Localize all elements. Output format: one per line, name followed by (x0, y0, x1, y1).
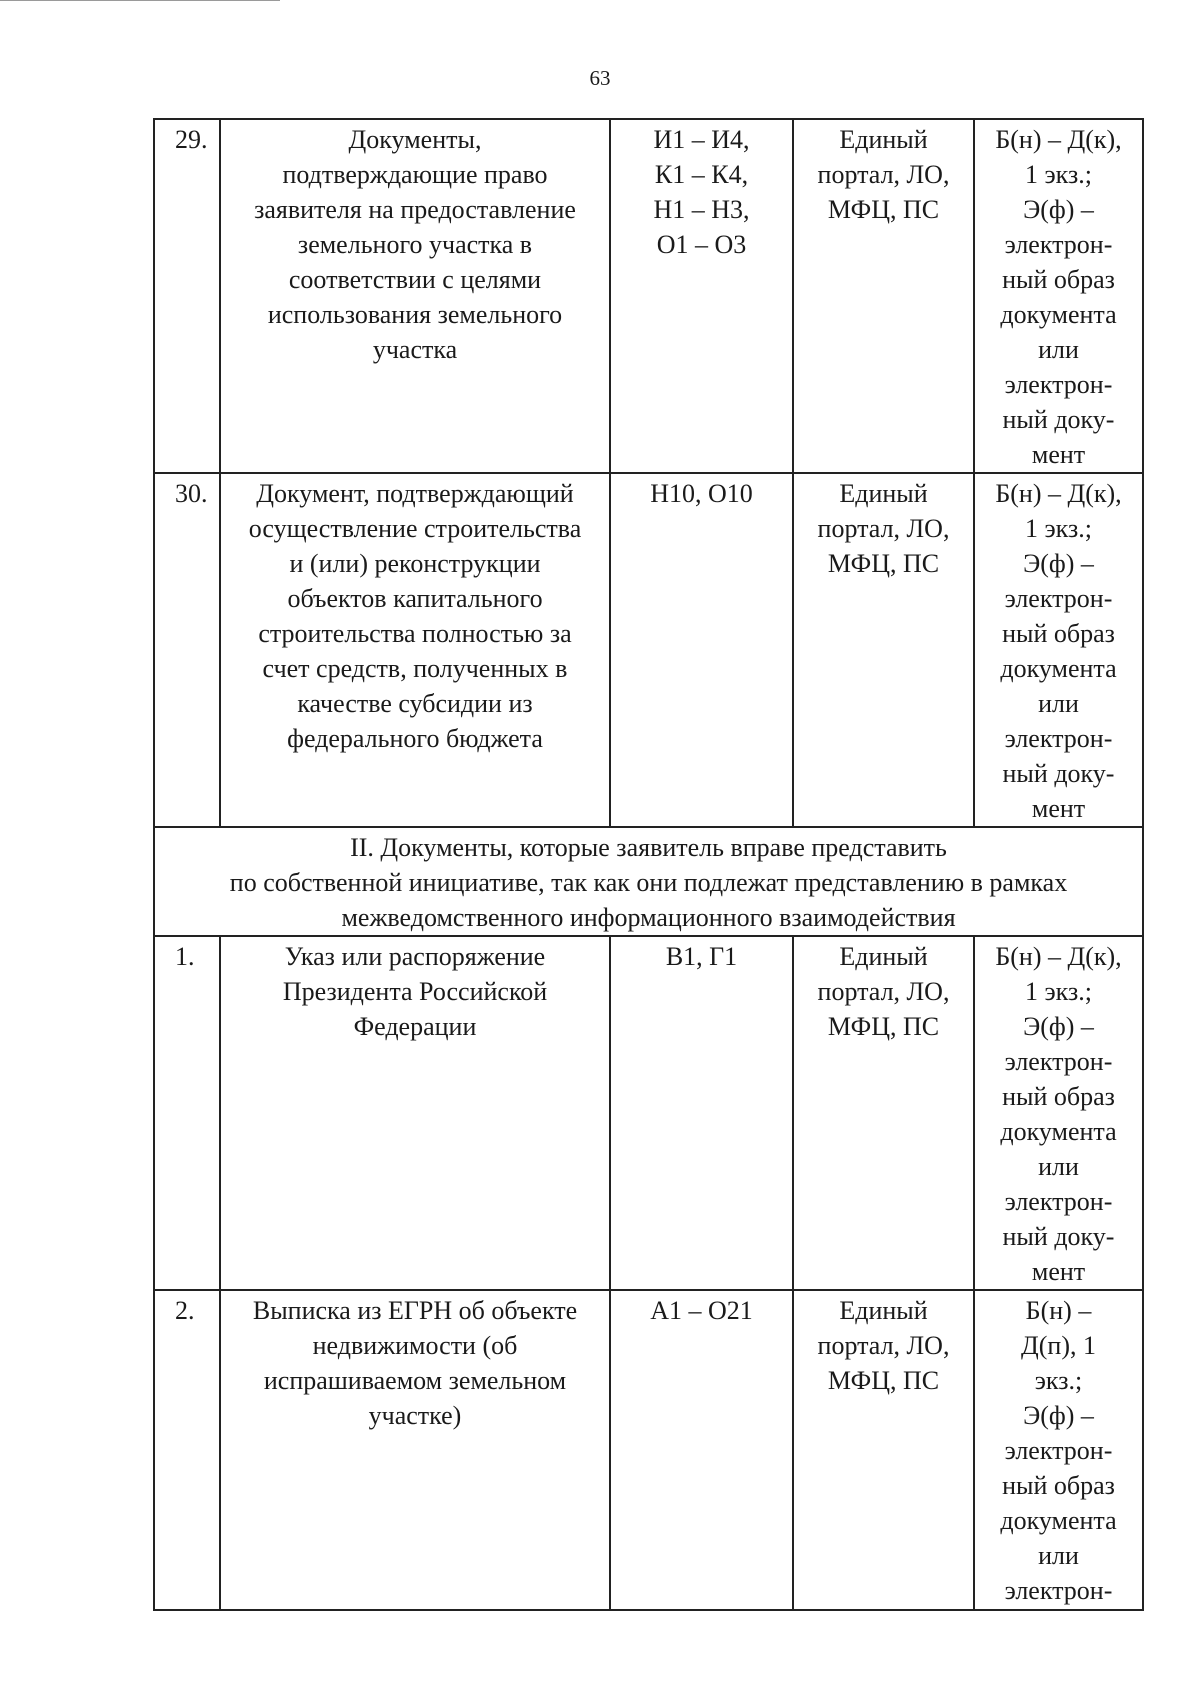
cell-text-line: 1 экз.; (1025, 514, 1092, 543)
cell-text-line: межведомственного информационного взаимодействия (341, 903, 956, 932)
cell-text-line: 1 экз.; (1025, 160, 1092, 189)
cell-text-line: портал, ЛО, (817, 514, 950, 543)
document-format-cell (974, 1290, 1143, 1610)
cell-text-line: МФЦ, ПС (827, 1366, 940, 1395)
cell-text-line: ный образ (1002, 1471, 1115, 1500)
table-row (154, 119, 1143, 473)
cell-text-line: Н10, О10 (650, 479, 753, 508)
cell-text-line: ный образ (1002, 619, 1115, 648)
cell-text-line: документа (1000, 654, 1117, 683)
row-number: 2. (154, 1290, 220, 1610)
submission-channel-cell (793, 473, 974, 827)
submission-channel-cell (793, 119, 974, 473)
cell-text-line: 1 экз.; (1025, 977, 1092, 1006)
cell-text-line: экз.; (1034, 1366, 1083, 1395)
cell-text-line: по собственной инициативе, так как они подлежат представлению в рамках (229, 868, 1068, 897)
cell-text-line: ный образ (1002, 1082, 1115, 1111)
cell-text-line: электрон- (1004, 370, 1113, 399)
cell-text-line: или (1038, 335, 1079, 364)
cell-text-line: и (или) реконструкции (289, 549, 541, 578)
cell-text-line: Б(н) – Д(к), (995, 125, 1122, 154)
cell-text-line: МФЦ, ПС (827, 1012, 940, 1041)
cell-text-line: МФЦ, ПС (827, 195, 940, 224)
cell-text-line: Единый (839, 942, 928, 971)
cell-text-line: Б(н) – (1025, 1296, 1092, 1325)
cell-text-line: участке) (368, 1401, 462, 1430)
cell-text-line: мент (1031, 1257, 1086, 1286)
document-name-cell (220, 1290, 610, 1610)
cell-text-line: испрашиваемом земельном (263, 1366, 567, 1395)
row-number: 30. (154, 473, 220, 827)
cell-text-line: Н1 – Н3, (653, 195, 750, 224)
cell-text-line: мент (1031, 440, 1086, 469)
cell-text-line: или (1038, 1541, 1079, 1570)
cell-text-line: Указ или распоряжение (284, 942, 546, 971)
cell-text-line: документа (1000, 1117, 1117, 1146)
cell-text-line: электрон- (1004, 1047, 1113, 1076)
cell-text-line: Э(ф) – (1023, 549, 1094, 578)
cell-text-line: Единый (839, 1296, 928, 1325)
cell-text-line: земельного участка в (297, 230, 533, 259)
submission-channel-cell (793, 936, 974, 1290)
cell-text-line: II. Документы, которые заявитель вправе представить (350, 833, 947, 862)
cell-text-line: О1 – О3 (656, 230, 747, 259)
cell-text-line: Э(ф) – (1023, 1401, 1094, 1430)
document-name-cell (220, 473, 610, 827)
cell-text-line: счет средств, полученных в (262, 654, 568, 683)
page-number: 63 (589, 66, 611, 90)
cell-text-line: ный доку- (1002, 759, 1115, 788)
cell-text-line: использования земельного (267, 300, 563, 329)
applicant-codes-cell (610, 473, 793, 827)
section-header-row (154, 827, 1143, 936)
cell-text-line: Федерации (353, 1012, 477, 1041)
applicant-codes-cell (610, 936, 793, 1290)
cell-text-line: качестве субсидии из (297, 689, 533, 718)
cell-text-line: объектов капитального (287, 584, 543, 613)
cell-text-line: соответствии с целями (288, 265, 542, 294)
cell-text-line: документа (1000, 300, 1117, 329)
cell-text-line: Д(п), 1 (1021, 1331, 1096, 1360)
cell-text-line: ный доку- (1002, 405, 1115, 434)
cell-text-line: мент (1031, 794, 1086, 823)
cell-text-line: недвижимости (об (312, 1331, 518, 1360)
cell-text-line: документа (1000, 1506, 1117, 1535)
cell-text-line: В1, Г1 (665, 942, 738, 971)
applicant-codes-cell (610, 1290, 793, 1610)
applicant-codes-cell (610, 119, 793, 473)
documents-table (153, 118, 1144, 1611)
cell-text-line: участка (372, 335, 458, 364)
top-edge-rule (0, 0, 280, 1)
cell-text-line: электрон- (1004, 584, 1113, 613)
document-name-cell (220, 119, 610, 473)
cell-text-line: электрон- (1004, 1436, 1113, 1465)
cell-text-line: заявителя на предоставление (254, 195, 576, 224)
cell-text-line: Б(н) – Д(к), (995, 942, 1122, 971)
cell-text-line: электрон- (1004, 230, 1113, 259)
cell-text-line: ный доку- (1002, 1222, 1115, 1251)
cell-text-line: или (1038, 689, 1079, 718)
cell-text-line: Президента Российской (282, 977, 548, 1006)
submission-channel-cell (793, 1290, 974, 1610)
document-format-cell (974, 936, 1143, 1290)
cell-text-line: Б(н) – Д(к), (995, 479, 1122, 508)
cell-text-line: Выписка из ЕГРН об объекте (252, 1296, 578, 1325)
cell-text-line: Э(ф) – (1023, 195, 1094, 224)
cell-text-line: электрон- (1004, 1576, 1113, 1605)
cell-text-line: И1 – И4, (653, 125, 750, 154)
row-number: 29. (154, 119, 220, 473)
cell-text-line: Э(ф) – (1023, 1012, 1094, 1041)
cell-text-line: портал, ЛО, (817, 1331, 950, 1360)
document-format-cell (974, 473, 1143, 827)
cell-text-line: портал, ЛО, (817, 977, 950, 1006)
cell-text-line: или (1038, 1152, 1079, 1181)
cell-text-line: А1 – О21 (650, 1296, 753, 1325)
cell-text-line: подтверждающие право (282, 160, 548, 189)
cell-text-line: федерального бюджета (287, 724, 543, 753)
cell-text-line: электрон- (1004, 1187, 1113, 1216)
cell-text-line: электрон- (1004, 724, 1113, 753)
document-format-cell (974, 119, 1143, 473)
cell-text-line: Документ, подтверждающий (256, 479, 574, 508)
row-number: 1. (154, 936, 220, 1290)
document-name-cell (220, 936, 610, 1290)
cell-text-line: Единый (839, 125, 928, 154)
table-row (154, 473, 1143, 827)
cell-text-line: К1 – К4, (654, 160, 749, 189)
cell-text-line: Документы, (348, 125, 482, 154)
cell-text-line: строительства полностью за (258, 619, 572, 648)
cell-text-line: Единый (839, 479, 928, 508)
cell-text-line: ный образ (1002, 265, 1115, 294)
cell-text-line: МФЦ, ПС (827, 549, 940, 578)
cell-text-line: осуществление строительства (248, 514, 582, 543)
table-row (154, 936, 1143, 1290)
section-heading (154, 827, 1143, 936)
table-row (154, 1290, 1143, 1610)
cell-text-line: портал, ЛО, (817, 160, 950, 189)
